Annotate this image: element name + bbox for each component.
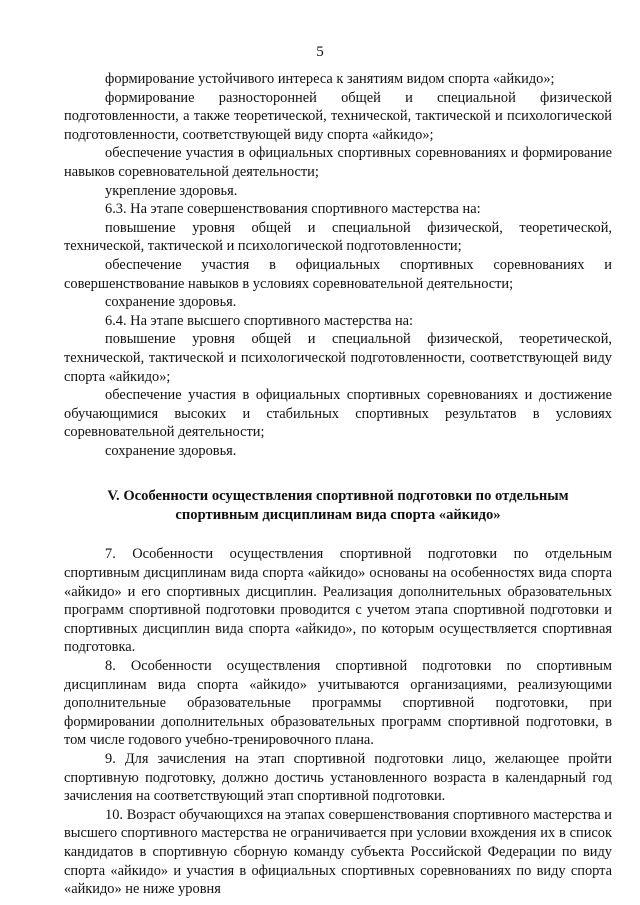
paragraph: обеспечение участия в официальных спортивных соревнованиях и совершенствование навыков в условиях соревновательной деятельности; — [64, 256, 612, 292]
paragraph: укрепление здоровья. — [105, 182, 238, 199]
paragraph: 7. Особенности осуществления спортивной подготовки по отдельным спортивным дисциплинам вида спорта «айкидо» основаны на особенностях вида спорта «айкидо» и его спортивных дисциплин. Реализация дополнительных образовательных программ спортивной подготовки проводится с учетом этапа спортивной подготовки и спортивных дисциплин вида спорта «айкидо», по которым осуществляется спортивная подготовка. — [64, 546, 612, 656]
paragraph: обеспечение участия в официальных спортивных соревнованиях и формирование навыков соревновательной деятельности; — [64, 145, 612, 180]
page-number: 5 — [316, 44, 324, 60]
paragraph: обеспечение участия в официальных спортивных соревнованиях и достижение обучающимися высоких и стабильных спортивных результатов в условиях соревновательной деятельности; — [64, 387, 612, 441]
paragraph: 10. Возраст обучающихся на этапах совершенствования спортивного мастерства и высшего спортивного мастерства не ограничивается при условии вхождения их в список кандидатов в спортивную сборную команду субъекта Российской Федерации по виду спорта «айкидо» и участия в официальных спортивных соревнованиях по виду спорта «айкидо» не ниже уровня — [64, 806, 612, 898]
paragraph: 6.3. На этапе совершенствования спортивного мастерства на: — [105, 201, 481, 218]
paragraph: повышение уровня общей и специальной физической, теоретической, технической, тактической и психологической подготовленности; — [64, 219, 612, 255]
paragraph: повышение уровня общей и специальной физической, теоретической, технической, тактической и психологической подготовленности, соответствующей виду спорта «айкидо»; — [64, 331, 612, 385]
paragraph: формирование устойчивого интереса к занятиям видом спорта «айкидо»; — [105, 71, 555, 87]
paragraph: 8. Особенности осуществления спортивной подготовки по спортивным дисциплинам вида спорта «айкидо» учитываются организациями, реализующими дополнительные образовательные программы спортивной подготовки, при формировании дополнительных образовательных программ спортивной подготовки, в том числе годового учебно-тренировочного плана. — [64, 658, 612, 749]
document-body — [64, 70, 612, 899]
paragraph: формирование разносторонней общей и специальной физической подготовленности, а также теоретической, технической, тактической и психологической подготовленности, соответствующей виду спорта «айкидо»; — [64, 89, 612, 143]
section-heading: V. Особенности осуществления спортивной подготовки по отдельным спортивным дисциплинам вида спорта «айкидо» — [107, 488, 569, 524]
paragraph: сохранение здоровья. — [105, 294, 237, 311]
paragraph: 6.4. На этапе высшего спортивного мастерства на: — [105, 312, 414, 329]
paragraph: сохранение здоровья. — [105, 442, 237, 459]
paragraph: 9. Для зачисления на этап спортивной подготовки лицо, желающее пройти спортивную подготовку, должно достичь установленного возраста в календарный год зачисления на соответствующий этап спортивной подготовки. — [64, 751, 612, 805]
